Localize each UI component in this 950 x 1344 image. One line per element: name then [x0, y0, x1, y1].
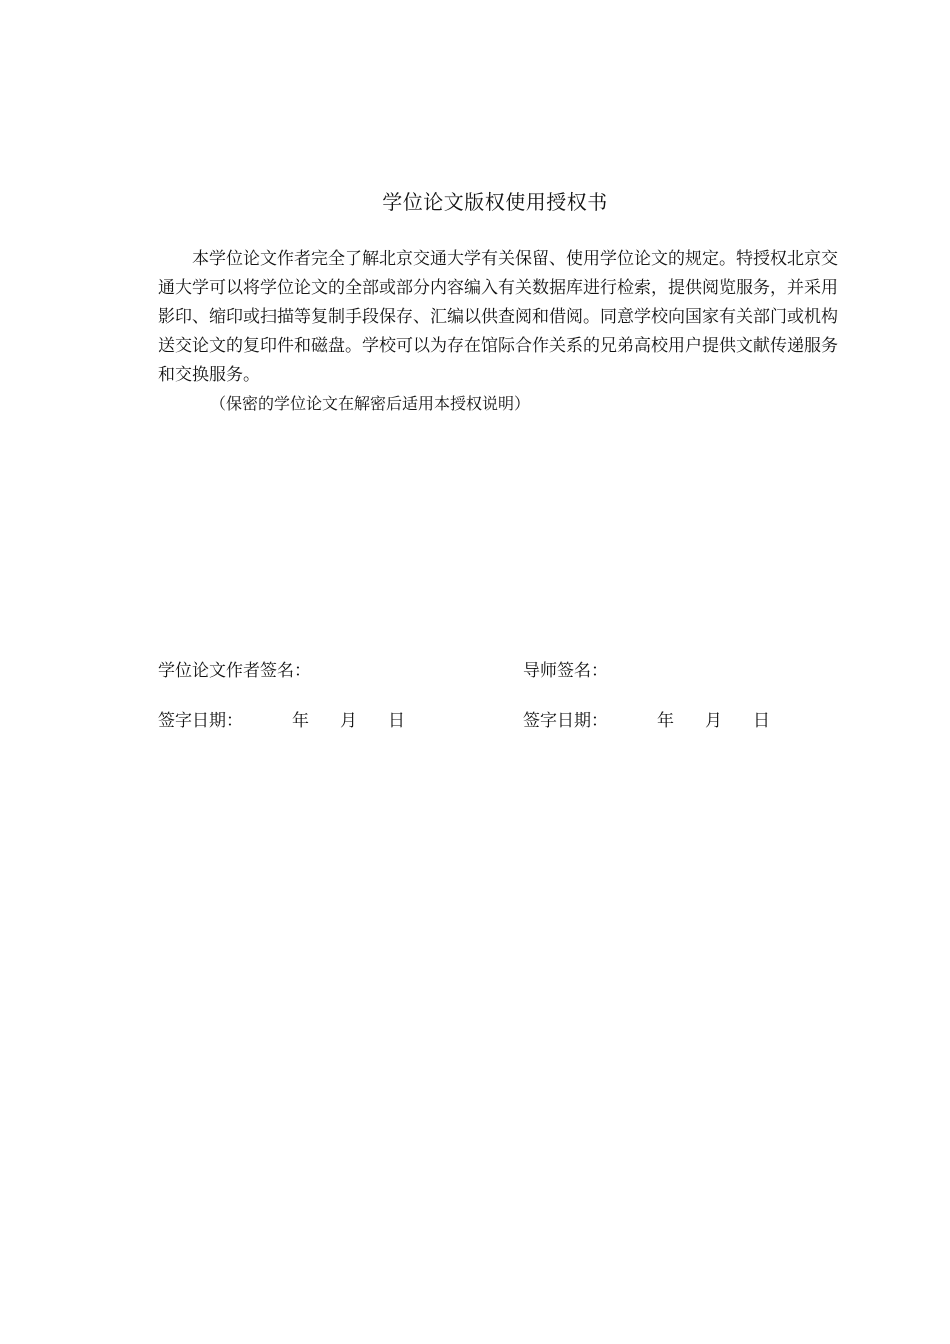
author-date-day: 日 — [388, 711, 405, 731]
authorization-paragraph: 本学位论文作者完全了解北京交通大学有关保留、使用学位论文的规定。特授权北京交通大学可以将学位论文的全部或部分内容编入有关数据库进行检索，提供阅览服务，并采用影印、缩印或扫描等复制手段保存、汇编以供查阅和借阅。同意学校向国家有关部门或机构送交论文的复印件和磁盘。学校可以为存在馆际合作关系的兄弟高校用户提供文献传递服务和交换服务。 — [158, 249, 838, 385]
advisor-signature-label: 导师签名： — [523, 661, 608, 681]
advisor-date-field — [523, 706, 770, 731]
document-body — [158, 245, 848, 417]
author-signature-label: 学位论文作者签名： — [158, 661, 311, 681]
advisor-date-day: 日 — [753, 711, 770, 731]
author-date-field — [158, 706, 405, 731]
confidentiality-note: （保密的学位论文在解密后适用本授权说明） — [210, 394, 531, 413]
advisor-date-label: 签字日期： — [523, 711, 608, 731]
author-date-label: 签字日期： — [158, 711, 243, 731]
advisor-date-year: 年 — [657, 711, 674, 731]
document-title: 学位论文版权使用授权书 — [382, 190, 608, 214]
author-date-year: 年 — [292, 711, 309, 731]
author-date-month: 月 — [340, 711, 357, 731]
advisor-date-month: 月 — [705, 711, 722, 731]
